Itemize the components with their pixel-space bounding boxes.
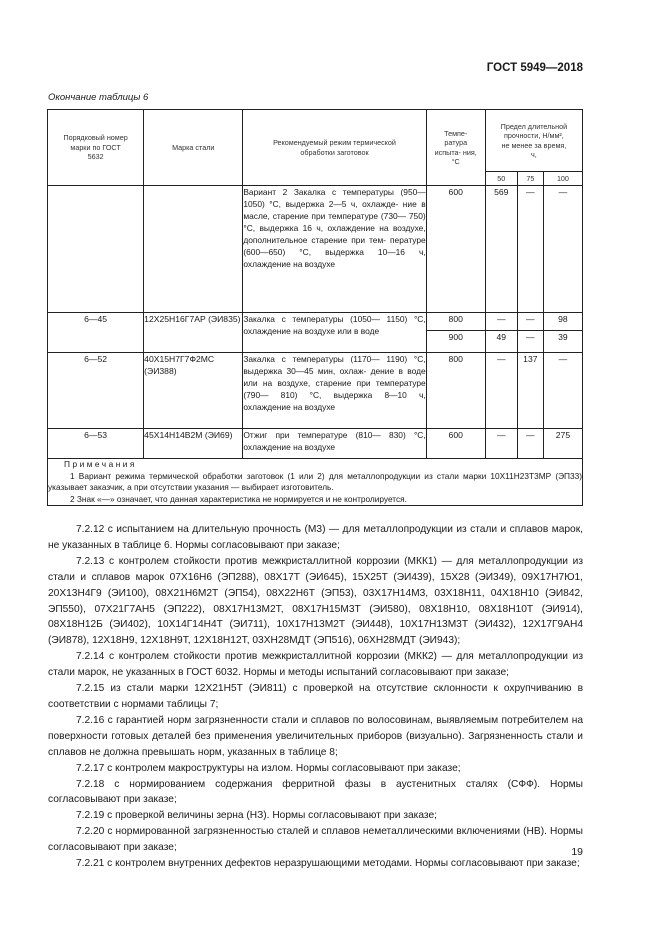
row-grade: 40Х15Н7Г7Ф2МС (ЭИ388) <box>144 353 243 429</box>
table-row <box>48 313 583 331</box>
paragraph-7-2-12: 7.2.12 с испытанием на длительную прочность (М3) — для металлопродукции из стали и сплавов марок, не указанных в таблице 6. Нормы согласовывают при заказе; <box>48 524 583 551</box>
table-caption: Окончание таблицы 6 <box>48 92 149 103</box>
row-value-75: 137 <box>517 353 543 429</box>
header-75h: 75 <box>517 172 543 186</box>
row-value-75: — <box>517 313 543 331</box>
table-row <box>48 353 583 429</box>
table-row <box>48 186 583 313</box>
row-value-100: 98 <box>543 313 582 331</box>
row-regime: Закалка с температуры (1170— 1190) °С, выдержка 30—45 мин, охлаж- дение в воде или на воздухе, старение при температуре (790— 810) °С, выдержка 8—10 ч, охлаждение на воздухе <box>243 353 426 429</box>
header-100h: 100 <box>543 172 582 186</box>
row-value-50: 49 <box>485 331 517 353</box>
table-notes <box>48 459 583 506</box>
row-temperature: 800 <box>426 353 485 429</box>
row-value-50: — <box>485 313 517 331</box>
row-temperature: 600 <box>426 429 485 459</box>
table-row <box>48 429 583 459</box>
note-1: 1 Вариант режима термической обработки заготовок (1 или 2) для металлопродукции из стали марки 10Х11Н23Т3МР (ЭП33) указывает заказчик, а при отсутствии указания — выбирает изготовитель. <box>48 470 582 492</box>
header-50h: 50 <box>485 172 517 186</box>
row-value-75: — <box>517 429 543 459</box>
paragraph-7-2-14: 7.2.14 с контролем стойкости против межкристаллитной коррозии (МКК2) — для металлопродукции из стали марок, не указанных в ГОСТ 6032. Нормы и методы испытаний согласовывают при заказе; <box>48 651 583 679</box>
row-number <box>48 186 144 313</box>
row-value-75: — <box>517 186 543 313</box>
paragraph-7-2-15: 7.2.15 из стали марки 12Х21Н5Т (ЭИ811) с проверкой на отсутствие склонности к охрупчиванию в соответствии с нормами таблицы 7; <box>48 683 583 710</box>
row-grade <box>144 186 243 313</box>
row-value-50: 569 <box>485 186 517 313</box>
header-temperature: Темпе- ратура испыта- ния, °С <box>426 110 485 186</box>
paragraph-7-2-13: 7.2.13 с контролем стойкости против межкристаллитной коррозии (МКК1) — для металлопродукции из стали и сплавов марок 07Х16Н6 (ЭП288), 08Х17Т (ЭИ645), 15Х25Т (ЭИ439), 15Х28 (ЭИ349), 09Х17Н7Ю1, 20Х13Н4Г9 (ЭИ100), 08Х21Н6М2Т (ЭП54), 08Х22Н6Т (ЭП53), 03Х17Н14М3, 03Х18Н11, 04Х18Н10 (ЭИ842, ЭП550), 07Х21Г7АН5 (ЭП222), 08Х17Н13М2Т, 08Х17Н15М3Т (ЭИ580), 08Х18Н10, 08Х18Н10Т (ЭИ914), 08Х18Н12Б (ЭИ402), 10Х14Г14Н4Т (ЭИ711), 10Х17Н13М2Т (ЭИ448), 10Х17Н13М3Т (ЭИ432), 12Х17Г9АН4 (ЭИ878), 12Х18Н9, 12Х18Н9Т, 12Х18Н12Т, 03ХН28МДТ (ЭП516), 06ХН28МДТ (ЭИ943); <box>48 555 583 647</box>
row-value-100: 39 <box>543 331 582 353</box>
row-grade: 45Х14Н14В2М (ЭИ69) <box>144 429 243 459</box>
standard-header: ГОСТ 5949—2018 <box>486 62 583 74</box>
paragraph-7-2-20: 7.2.20 с нормированной загрязненностью сталей и сплавов неметаллическими включениями (НВ). Нормы согласовывают при заказе; <box>48 826 583 854</box>
page-number: 19 <box>571 846 583 858</box>
header-regime: Рекомендуемый режим термической обработки заготовок <box>243 110 426 186</box>
notes-row <box>48 459 583 506</box>
row-regime: Вариант 2 Закалка с температуры (950— 1050) °С, выдержка 2—5 ч, охлажде- ние в масле, старение при температуре (730— 750) °С, выдержка 16 ч, охлаждение на воздухе, дополнительное старение при тем- пературе (600—650) °С, выдержка 10—16 ч, охлаждение на воздухе <box>243 186 426 313</box>
paragraph-7-2-16: 7.2.16 с гарантией норм загрязненности стали и сплавов по волосовинам, выявляемым потребителем на поверхности готовых деталей без применения увеличительных приборов (визуально). Загрязненность стали и сплавов не должна превышать норм, указанных в таблице 8; <box>48 714 583 758</box>
row-value-50: — <box>485 429 517 459</box>
table-6-continuation <box>47 109 583 506</box>
row-number: 6—53 <box>48 429 144 459</box>
paragraph-7-2-17: 7.2.17 с контролем макроструктуры на излом. Нормы согласовывают при заказе; <box>76 762 461 774</box>
row-number: 6—52 <box>48 353 144 429</box>
row-value-50: — <box>485 353 517 429</box>
notes-title: Примечания <box>64 459 137 469</box>
note-2: 2 Знак «—» означает, что данная характеристика не нормируется и не контролируется. <box>70 493 407 504</box>
paragraph-7-2-19: 7.2.19 с проверкой величины зерна (НЗ). Нормы согласовывают при заказе; <box>76 810 437 822</box>
row-value-100: 275 <box>543 429 582 459</box>
paragraph-7-2-21: 7.2.21 с контролем внутренних дефектов неразрушающими методами. Нормы согласовывают при заказе; <box>76 858 580 870</box>
row-temperature: 600 <box>426 186 485 313</box>
paragraph-7-2-18: 7.2.18 с нормированием содержания ферритной фазы в аустенитных сталях (СФФ). Нормы согласовывают при заказе; <box>48 778 583 806</box>
row-number: 6—45 <box>48 313 144 353</box>
row-value-100: — <box>543 353 582 429</box>
row-regime: Закалка с температуры (1050— 1150) °С, охлаждение на воздухе или в воде <box>243 313 426 353</box>
header-number: Порядковый номер марки по ГОСТ 5632 <box>48 110 144 186</box>
row-regime: Отжиг при температуре (810— 830) °С, охлаждение на воздухе <box>243 429 426 459</box>
header-grade: Марка стали <box>144 110 243 186</box>
row-value-75: — <box>517 331 543 353</box>
row-temperature: 900 <box>426 331 485 353</box>
row-temperature: 800 <box>426 313 485 331</box>
row-grade: 12Х25Н16Г7АР (ЭИ835) <box>144 313 243 353</box>
header-strength: Предел длительной прочности, Н/мм², не менее за время, ч, <box>485 110 582 172</box>
row-value-100: — <box>543 186 582 313</box>
body-text <box>48 522 583 872</box>
